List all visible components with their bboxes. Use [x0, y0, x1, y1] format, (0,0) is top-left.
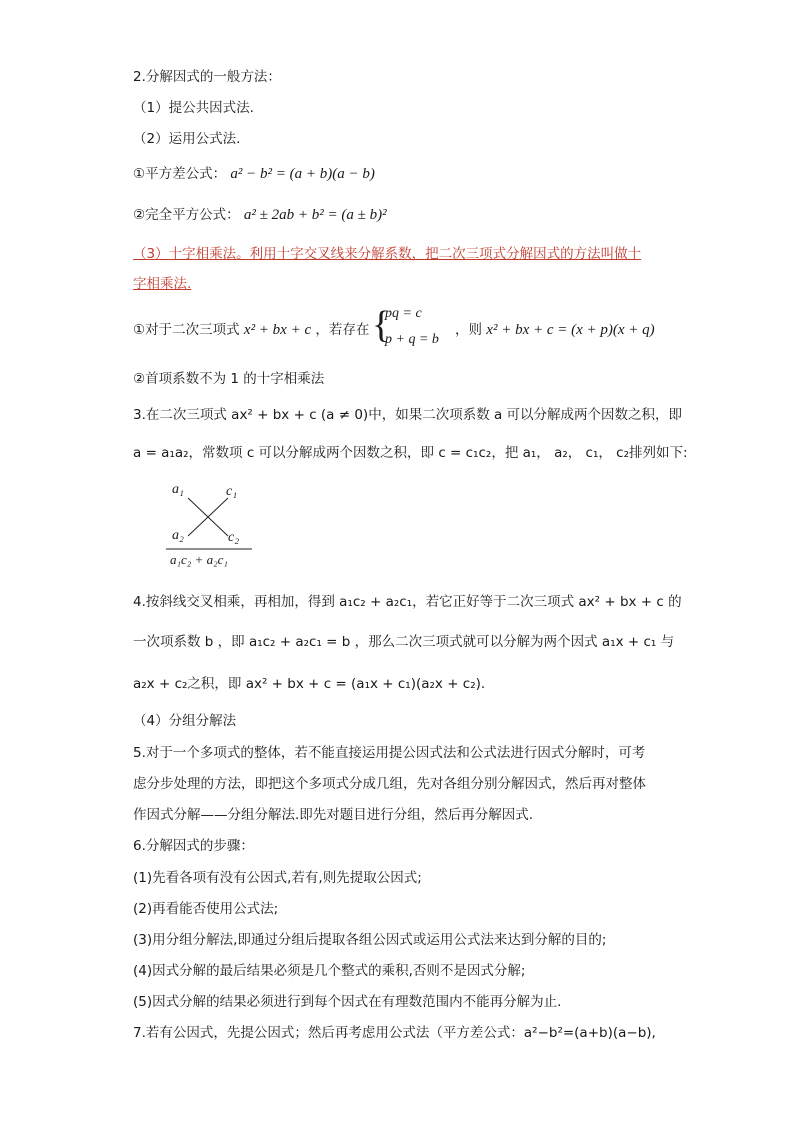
para-5-line3: 作因式分解——分组分解法.即先对题目进行分组，然后再分解因式.	[133, 807, 534, 823]
cross-method-line2: 字相乘法.	[133, 276, 192, 292]
step-2: (2)再看能否使用公式法;	[133, 901, 279, 917]
cross-diagram	[160, 478, 260, 570]
formula: x² + bx + c = (x + p)(x + q)	[486, 322, 655, 338]
label: ①平方差公式：	[133, 166, 227, 182]
step-5: (5)因式分解的结果必须进行到每个因式在有理数范围内不能再分解为止.	[133, 994, 562, 1010]
formula: a² − b² = (a + b)(a − b)	[230, 166, 375, 182]
brace-icon: {	[372, 304, 391, 346]
cross-method-line1: （3）十字相乘法。利用十字交叉线来分解系数，把二次三项式分解因式的方法叫做十	[133, 246, 642, 262]
cross-rule-2: ②首项系数不为 1 的十字相乘法	[133, 371, 325, 387]
text: ，若存在	[315, 322, 370, 338]
sum-label: a₁c₂ + a₂c₁	[170, 552, 228, 567]
para-4-line3: a₂x + c₂之积，即 ax² + bx + c = (a₁x + c₁)(a₂x + c₂).	[133, 676, 486, 692]
difference-of-squares	[133, 164, 375, 184]
step-1: (1)先看各项有没有公因式,若有,则先提取公因式;	[133, 870, 422, 886]
heading-methods: 2.分解因式的一般方法：	[133, 69, 281, 85]
para-5-line2: 虑分步处理的方法，即把这个多项式分成几组，先对各组分别分解因式，然后再对整体	[133, 776, 646, 792]
para-4-line1: 4.按斜线交叉相乘，再相加，得到 a₁c₂ + a₂c₁，若它正好等于二次三项式 ax² + bx + c 的	[133, 594, 682, 610]
condition-2: p + q = b	[385, 332, 439, 347]
label: ②完全平方公式：	[133, 207, 240, 223]
cross-rule-1-result	[455, 320, 655, 340]
para-7: 7.若有公因式，先提公因式；然后再考虑用公式法（平方差公式：a²−b²=(a+b)(a−b),	[133, 1025, 656, 1041]
text: ①对于二次三项式	[133, 322, 240, 338]
c2-label: c₂	[228, 530, 240, 545]
para-3-line2: a = a₁a₂，常数项 c 可以分解成两个因数之积，即 c = c₁c₂，把 a₁， a₂， c₁， c₂排列如下:	[133, 445, 688, 461]
method-4: （4）分组分解法	[133, 713, 237, 729]
brace-system	[372, 304, 452, 352]
step-3: (3)用分组分解法,即通过分组后提取各组公因式或运用公式法来达到分解的目的;	[133, 932, 607, 948]
formula: x² + bx + c	[243, 322, 312, 338]
cross-rule-1	[133, 320, 369, 340]
para-3-line1: 3.在二次三项式 ax² + bx + c (a ≠ 0)中，如果二次项系数 a 可以分解成两个因数之积，即	[133, 407, 683, 423]
condition-1: pq = c	[385, 306, 422, 321]
a2-label: a₂	[172, 528, 184, 543]
text: ，则	[455, 322, 482, 338]
c1-label: c₁	[226, 484, 238, 499]
formula: a² ± 2ab + b² = (a ± b)²	[243, 207, 387, 223]
perfect-square	[133, 205, 387, 225]
para-4-line2: 一次项系数 b ，即 a₁c₂ + a₂c₁ = b ，那么二次三项式就可以分解为两个因式 a₁x + c₁ 与	[133, 634, 675, 650]
para-5-line1: 5.对于一个多项式的整体，若不能直接运用提公因式法和公式法进行因式分解时，可考	[133, 745, 646, 761]
method-1: （1）提公共因式法.	[133, 100, 254, 116]
step-4: (4)因式分解的最后结果必须是几个整式的乘积,否则不是因式分解;	[133, 963, 526, 979]
method-2: （2）运用公式法.	[133, 131, 241, 147]
a1-label: a₁	[172, 482, 184, 497]
steps-heading: 6.分解因式的步骤：	[133, 838, 254, 854]
